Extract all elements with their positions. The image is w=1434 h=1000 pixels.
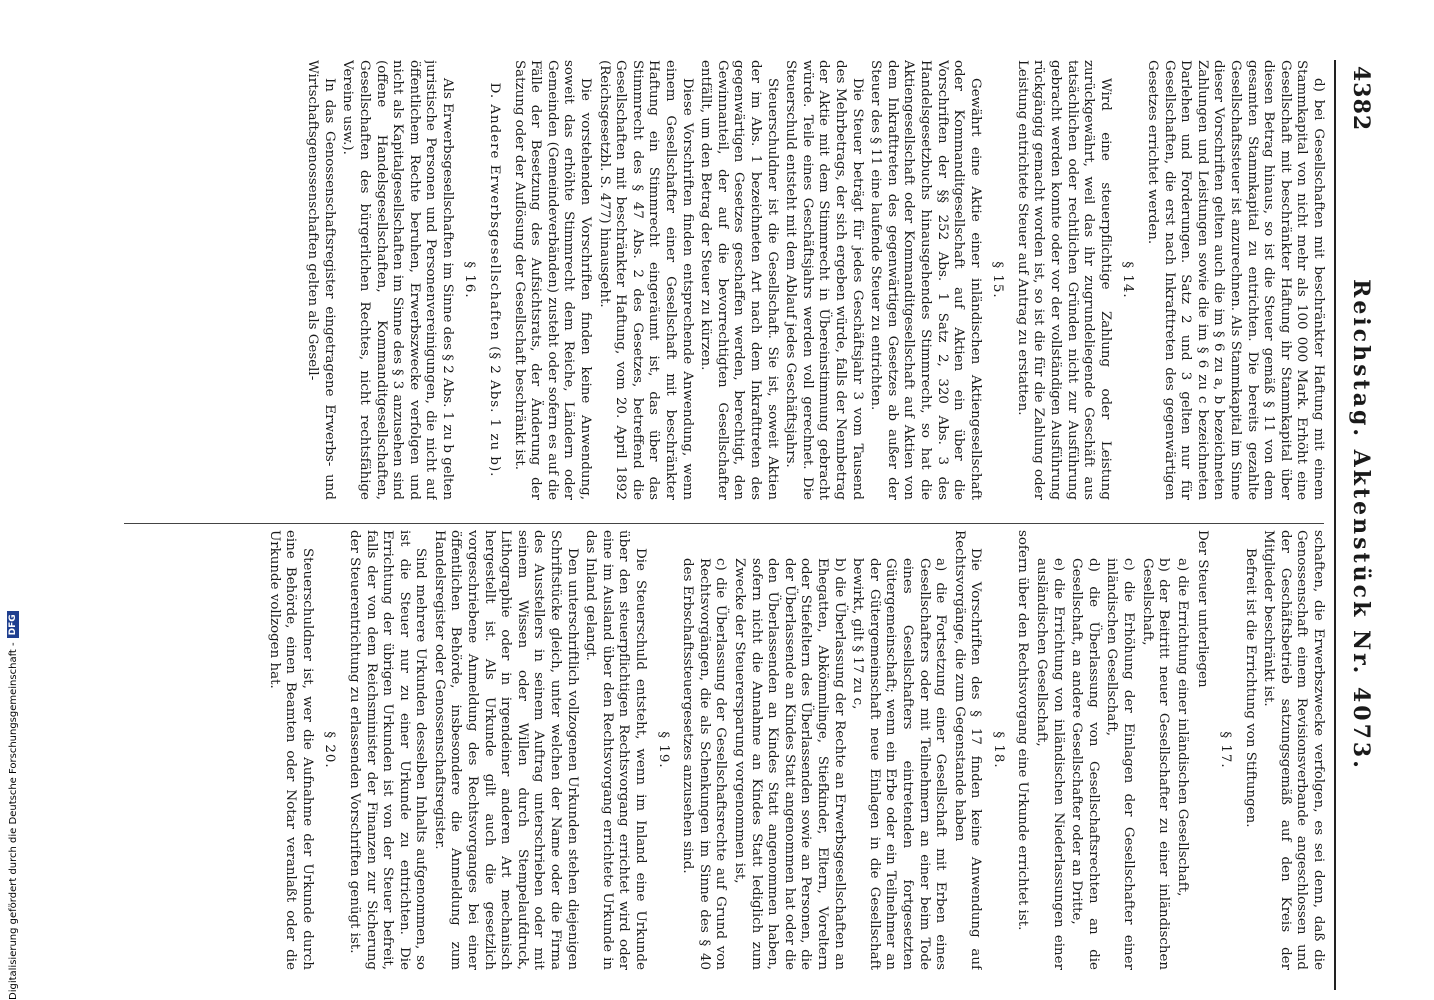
- paragraph: Die Steuer beträgt für jedes Geschäftsjahr 3 vom Tausend des Mehrbetrags, der sich ergeben würde, falls der Nennbetrag der Aktie mit dem Stimmrecht in Übereinstimmung gebracht würde. Teile eines Geschäftsjahrs werden voll gerechnet. Die Steuerschuld entsteht mit dem Ablauf jedes Geschäftsjahrs.: [783, 60, 865, 500]
- list-item: b) die Überlassung der Rechte an Erwerbsgesellschaften an Ehegatten, Abkömmlinge, Stiefkinder, Eltern, Voreltern oder Stiefeltern des Überlassenden sowie an Personen, die der Überlassende an Kindes Statt angenommen hat oder die den Überlassenden an Kindes Statt angenommen haben, sofern nicht die Annahme an Kindes Statt lediglich zum Zwecke der Steuerersparung vorgenommen ist,: [732, 558, 847, 970]
- left-column: [116, 60, 1326, 500]
- subsection-heading: D. Andere Erwerbsgesellschaften (§ 2 Abs. 1 zu b).: [487, 82, 503, 478]
- page-number: 4382: [1348, 66, 1374, 132]
- right-column: [116, 530, 1326, 970]
- paragraph: schaften, die Erwerbszwecke verfolgen, es sei denn, daß die Genossenschaft einem Revisionsverbande angeschlossen und der Geschäftsbetrieb satzungsgemäß auf den Kreis der Mitglieder beschränkt ist.: [1261, 530, 1326, 970]
- paragraph: Sind mehrere Urkunden desselben Inhalts aufgenommen, so ist die Steuer nur zu einer Urkunde zu entrichten. Die Errichtung der übrigen Urkunden ist von der Steuer befreit, falls der von dem Reichsminister der Finanzen zur Sicherung der Steuerentrichtung zu erlassenden Vorschriften genügt ist.: [346, 530, 429, 970]
- paragraph: Befreit ist die Errichtung von Stiftungen.: [1242, 548, 1258, 828]
- list-item: c) die Erhöhung der Einlagen der Gesellschafter einer inländischen Gesellschaft,: [1104, 558, 1137, 970]
- paragraph: Als Erwerbsgesellschaften im Sinne des § 2 Abs. 1 zu b gelten juristische Personen und Personenvereinigungen, die nicht auf öffentlichem Rechte beruhen, Erwerbszwecke verfolgen und nicht als Kapitalgesellschaften im Sinne des § 3 anzusehen sind (offene Handelsgesellschaften, Kommanditgesellschaften, Gesellschaften des bürgerlichen Rechtes, nicht rechtsfähige Vereine usw.).: [340, 60, 455, 500]
- paragraph: Gewährt eine Aktie einer inländischen Aktiengesellschaft oder Kommanditgesellschaft auf Aktien ein über die Vorschriften der §§ 252 Abs. 1 Satz 2, 320 Abs. 3 des Handelsgesetzbuchs hinausgehendes Stimmrecht, so hat die Aktiengesellschaft oder Kommanditgesellschaft auf Aktien von dem Inkrafttreten des gegenwärtigen Gesetzes ab außer der Steuer des § 11 eine laufende Steuer zu entrichten.: [868, 60, 983, 500]
- paragraph: Steuerschuldner ist die Gesellschaft. Sie ist, soweit Aktien der im Abs. 1 bezeichneten Art nach dem Inkrafttreten des gegenwärtigen Gesetzes geschaffen werden, berechtigt, den Gewinnanteil, der auf die bevorrechtigten Gesellschafter entfällt, um den Betrag der Steuer zu kürzen.: [698, 60, 780, 500]
- paragraph: Steuerschuldner ist, wer die Aufnahme der Urkunde durch eine Behörde, einen Beamten oder Notar veranlaßt oder die Urkunde vollzogen hat.: [266, 530, 315, 970]
- dfg-logo: DFG: [7, 611, 19, 638]
- paragraph: d) bei Gesellschaften mit beschränkter Haftung mit einem Stammkapital von nicht mehr als 100 000 Mark. Erhöht eine Gesellschaft mit beschränkter Haftung ihr Stammkapital über diesen Betrag hinaus, so ist die Steuer gemäß § 11 von dem gesamten Stammkapital zu entrichten. Die bereits gezahlte Gesellschaftssteuer ist anzurechnen. Als Stammkapital im Sinne dieser Vorschriften gelten auch die im § 6 zu a, b bezeichneten Zahlungen und Leistungen sowie die im § 6 zu c bezeichneten Darlehen und Forderungen. Satz 2 und 3 gelten nur für Gesellschaften, die erst nach Inkrafttreten des gegenwärtigen Gesetzes errichtet werden.: [1145, 60, 1326, 500]
- paragraph: Die Vorschriften des § 17 finden keine Anwendung auf Rechtsvorgänge, die zum Gegenstande haben: [951, 530, 984, 970]
- paragraph: Die Steuerschuld entsteht, wenn im Inland eine Urkunde über den steuerpflichtigen Rechtsvorgang errichtet wird oder eine im Ausland über den Rechtsvorgang errichtete Urkunde in das Inland gelangt.: [583, 530, 649, 970]
- paragraph: Diese Vorschriften finden entsprechende Anwendung, wenn einem Gesellschafter einer Gesellschaft mit beschränkter Haftung ein Stimmrecht eingeräumt ist, das über das Stimmrecht des § 47 Abs. 2 des Gesetzes, betreffend die Gesellschaften mit beschränkter Haftung, vom 20. April 1892 (Reichsgesetzbl. S. 477) hinausgeht.: [596, 60, 695, 500]
- section-heading: § 17.: [1218, 731, 1234, 769]
- section-heading: § 20.: [322, 731, 338, 769]
- list-item: c) die Überlassung der Gesellschaftsrechte auf Grund von Rechtsvorgängen, die als Schenkungen im Sinne des § 40 des Erbschaftssteuergesetzes anzusehen sind.: [680, 558, 729, 970]
- credit-text: Digitalisierung gefördert durch die Deutsche Forschungsgemeinschaft -: [7, 642, 19, 1000]
- section-heading: § 19.: [655, 731, 671, 769]
- list-item: d) die Überlassung von Gesellschaftsrechten an die Gesellschaft, an andere Gesellschafter oder an Dritte,: [1069, 558, 1101, 970]
- rotated-document-page: [110, 60, 1380, 990]
- list-item: b) der Beitritt neuer Gesellschafter zu einer inländischen Gesellschaft,: [1139, 558, 1172, 970]
- section-heading: § 15.: [990, 261, 1006, 299]
- list-item: a) die Errichtung einer inländischen Gesellschaft,: [1174, 558, 1190, 897]
- list-item: a) die Fortsetzung einer Gesellschaft mit Erben eines Gesellschafters oder mit Teilnehmern an einer beim Tode eines Gesellschafters eintretenden fortgesetzten Gütergemeinschaft; wenn ein Erbe oder ein Teilnehmer an der Gütergemeinschaft neue Einlagen in die Gesellschaft bewirkt, gilt § 17 zu c,: [850, 558, 949, 970]
- paragraph: Der Steuer unterliegen: [1195, 530, 1211, 688]
- list-item: e) die Errichtung von inländischen Niederlassungen einer ausländischen Gesellschaft,: [1034, 558, 1066, 970]
- paragraph: Den unterschriftlich vollzogenen Urkunden stehen diejenigen Schriftstücke gleich, unter welchen der Name oder die Firma des Ausstellers in seinem Auftrag unterschrieben oder mit seinem Wissen oder Willen durch Stempelaufdruck, Lithographie oder in irgendeiner anderen Art mechanisch hergestellt ist. Als Urkunde gilt auch die gesetzlich vorgeschriebene Anmeldung des Rechtsvorganges bei einer öffentlichen Behörde, insbesondere die Anmeldung zum Handelsregister oder Genossenschaftsregister.: [431, 530, 580, 970]
- section-heading: § 16.: [462, 261, 478, 299]
- section-heading: § 14.: [1120, 261, 1136, 299]
- column-divider: [124, 523, 1324, 524]
- paragraph: sofern über den Rechtsvorgang eine Urkunde errichtet ist.: [1015, 530, 1031, 931]
- paragraph: Die vorstehenden Vorschriften finden keine Anwendung, soweit das erhöhte Stimmrecht dem Reiche, Ländern oder Gemeinden (Gemeindeverbänden) zusteht oder sofern es auf die Fälle der Besetzung des Aufsichtsrats, der Änderung der Satzung oder der Auflösung der Gesellschaft beschränkt ist.: [511, 60, 594, 500]
- page-title: Reichstag. Aktenstück Nr. 4073.: [1348, 279, 1374, 771]
- section-heading: § 18.: [990, 731, 1006, 769]
- paragraph: In das Genossenschaftsregister eingetragene Erwerbs- und Wirtschaftsgenossenschaften gelten als Gesell-: [305, 60, 337, 500]
- page-header: [1334, 60, 1380, 990]
- paragraph: Wird eine steuerpflichtige Zahlung oder Leistung zurückgewährt, weil das ihr zugrundeliegende Geschäft aus tatsächlichen oder rechtlichen Gründen nicht zur Ausführung gebracht werden konnte oder vor der vollständigen Ausführung rückgängig gemacht worden ist, so ist die für die Zahlung oder Leistung entrichtete Steuer auf Antrag zu erstatten.: [1014, 60, 1113, 500]
- digitization-credit: [6, 0, 20, 1000]
